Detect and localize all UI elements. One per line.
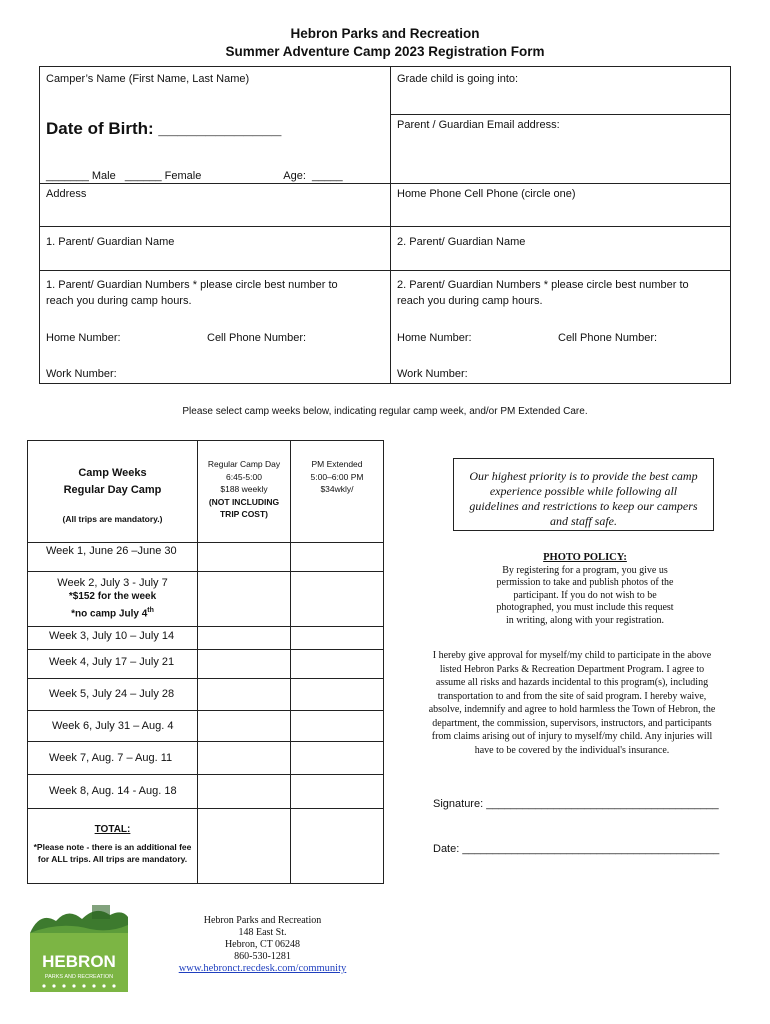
regular-day-exclusion: (NOT INCLUDING	[208, 496, 280, 507]
guardian1-name-field[interactable]: 1. Parent/ Guardian Name	[46, 236, 175, 248]
week-4-label: Week 4, July 17 – July 21	[49, 656, 175, 668]
footer-org: Hebron Parks and Recreation	[203, 915, 322, 926]
footer-city: Hebron, CT 06248	[224, 939, 301, 950]
guardian1-numbers-label: 1. Parent/ Guardian Numbers * please circle best number to	[46, 279, 338, 291]
photo-policy	[435, 552, 735, 627]
guardian2-home-number[interactable]: Home Number:	[397, 332, 472, 344]
total-regular-cell[interactable]	[198, 809, 290, 883]
week-1-label: Week 1, June 26 –June 30	[46, 545, 177, 557]
regular-day-price: $188 weekly	[220, 484, 268, 494]
guardian1-cell-number[interactable]: Cell Phone Number:	[207, 332, 307, 344]
registration-grid	[39, 66, 731, 384]
total-note-line-2: for ALL trips. All trips are mandatory.	[37, 854, 188, 864]
week-2-pm-cell[interactable]	[291, 572, 383, 626]
priority-line-2: experience possible while following all	[489, 484, 678, 498]
regular-day-exclusion-2: TRIP COST)	[219, 509, 268, 519]
safety-priority-box	[453, 458, 714, 531]
gender-age-field[interactable]: _______ Male ______ Female Age: _____	[46, 170, 343, 182]
week-2-price-note: *$152 for the week	[68, 591, 157, 602]
week-2-holiday-text: *no camp July 4	[71, 608, 148, 620]
total-pm-cell[interactable]	[291, 809, 383, 883]
weeks-header-title: Camp Weeks	[78, 467, 147, 479]
week-2-regular-cell[interactable]	[198, 572, 290, 626]
week-6-label: Week 6, July 31 – Aug. 4	[52, 720, 174, 732]
waiver-line-8: have to be covered by the individual's insurance.	[474, 744, 670, 756]
photo-policy-line-2: permission to take and publish photos of the	[496, 577, 674, 588]
waiver-line-5: absolve, indemnify and agree to hold harmless the Town of Hebron, the	[428, 704, 716, 715]
photo-policy-title: PHOTO POLICY:	[543, 552, 627, 563]
photo-policy-line-3: participant. If you do not wish to be	[513, 589, 657, 601]
total-note-line-1: *Please note - there is an additional fee	[33, 842, 192, 852]
hebron-logo-icon	[30, 903, 128, 992]
week-7-label: Week 7, Aug. 7 – Aug. 11	[49, 752, 173, 764]
camp-weeks-table	[27, 440, 384, 884]
week-2-holiday-note	[28, 604, 197, 621]
form-subtitle: Summer Adventure Camp 2023 Registration Form	[225, 44, 545, 59]
footer-street: 148 East St.	[238, 927, 287, 938]
weeks-header-subtitle: Regular Day Camp	[63, 484, 162, 496]
waiver-line-2: listed Hebron Parks & Recreation Department Program. I agree to	[439, 663, 705, 675]
weeks-header-note: (All trips are mandatory.)	[62, 514, 163, 524]
footer-website-link[interactable]: www.hebronct.recdesk.com/community	[178, 963, 347, 974]
waiver-line-4: transportation to and from the site of said program. I hereby waive,	[437, 690, 707, 702]
waiver-line-1: I hereby give approval for myself/my child to participate in the above	[432, 650, 712, 661]
regular-day-label: Regular Camp Day	[207, 459, 281, 469]
pm-extended-hours: 5:00–6:00 PM	[310, 471, 364, 482]
priority-line-1: Our highest priority is to provide the best camp	[469, 469, 698, 483]
liability-waiver	[404, 649, 740, 757]
week-1-pm-cell[interactable]	[291, 543, 383, 571]
pm-extended-header	[291, 458, 383, 496]
total-label: TOTAL:	[94, 824, 131, 835]
total-note	[28, 841, 197, 865]
guardian2-numbers-label-2: reach you during camp hours.	[397, 295, 543, 307]
signature-field[interactable]: Signature: ______________________________________	[433, 798, 719, 810]
guardian1-home-number[interactable]: Home Number:	[46, 332, 121, 344]
week-2-label: Week 2, July 3 - July 7	[57, 577, 168, 589]
home-cell-phone-field[interactable]: Home Phone Cell Phone (circle one)	[397, 188, 576, 200]
address-field[interactable]: Address	[46, 188, 87, 200]
guardian-email-field[interactable]: Parent / Guardian Email address:	[397, 119, 560, 131]
date-field[interactable]: Date: __________________________________________	[433, 843, 720, 855]
guardian1-work-number[interactable]: Work Number:	[46, 368, 117, 380]
date-of-birth-field[interactable]: Date of Birth: _____________	[46, 119, 282, 138]
week-1-regular-cell[interactable]	[198, 543, 290, 571]
photo-policy-line-5: in writing, along with your registration.	[505, 614, 665, 626]
hebron-logo	[30, 903, 128, 992]
guardian2-numbers-label: 2. Parent/ Guardian Numbers * please circle best number to	[397, 279, 689, 291]
week-selection-instruction: Please select camp weeks below, indicating regular camp week, and/or PM Extended Care.	[182, 406, 588, 417]
waiver-line-7: from claims arising out of injury to myself/my child. Any injuries will	[431, 731, 713, 742]
footer-contact	[160, 915, 365, 975]
guardian1-numbers-label-2: reach you during camp hours.	[46, 295, 192, 307]
regular-day-header	[198, 458, 290, 521]
photo-policy-line-1: By registering for a program, you give us	[502, 564, 668, 576]
logo-name-text: HEBRON	[42, 952, 116, 971]
waiver-line-6: department, the commission, supervisors, instructors, and participants	[432, 717, 712, 729]
priority-line-4: and staff safe.	[549, 514, 617, 528]
week-8-label: Week 8, Aug. 14 - Aug. 18	[49, 785, 177, 797]
grade-field[interactable]: Grade child is going into:	[397, 73, 519, 85]
regular-day-hours: 6:45-5:00	[226, 471, 262, 482]
week-2-cell	[28, 576, 197, 621]
priority-line-3: guidelines and restrictions to keep our campers	[469, 499, 698, 513]
photo-policy-line-4: photographed, you must include this request	[496, 602, 674, 613]
waiver-line-3: assume all risks and hazards incidental to this program(s), including	[435, 677, 709, 688]
week-3-label: Week 3, July 10 – July 14	[49, 630, 175, 642]
pm-extended-price: $34wkly/	[320, 484, 354, 494]
week-2-holiday-sup: th	[147, 607, 154, 614]
form-title: Hebron Parks and Recreation	[290, 26, 480, 41]
guardian2-name-field[interactable]: 2. Parent/ Guardian Name	[397, 236, 526, 248]
pm-extended-label: PM Extended	[311, 459, 363, 469]
footer-phone: 860-530-1281	[234, 951, 291, 962]
guardian2-work-number[interactable]: Work Number:	[397, 368, 468, 380]
guardian2-cell-number[interactable]: Cell Phone Number:	[558, 332, 658, 344]
camper-name-field[interactable]: Camper’s Name (First Name, Last Name)	[46, 73, 250, 85]
week-5-label: Week 5, July 24 – July 28	[49, 688, 175, 700]
logo-sub-text: PARKS AND RECREATION	[44, 974, 114, 980]
